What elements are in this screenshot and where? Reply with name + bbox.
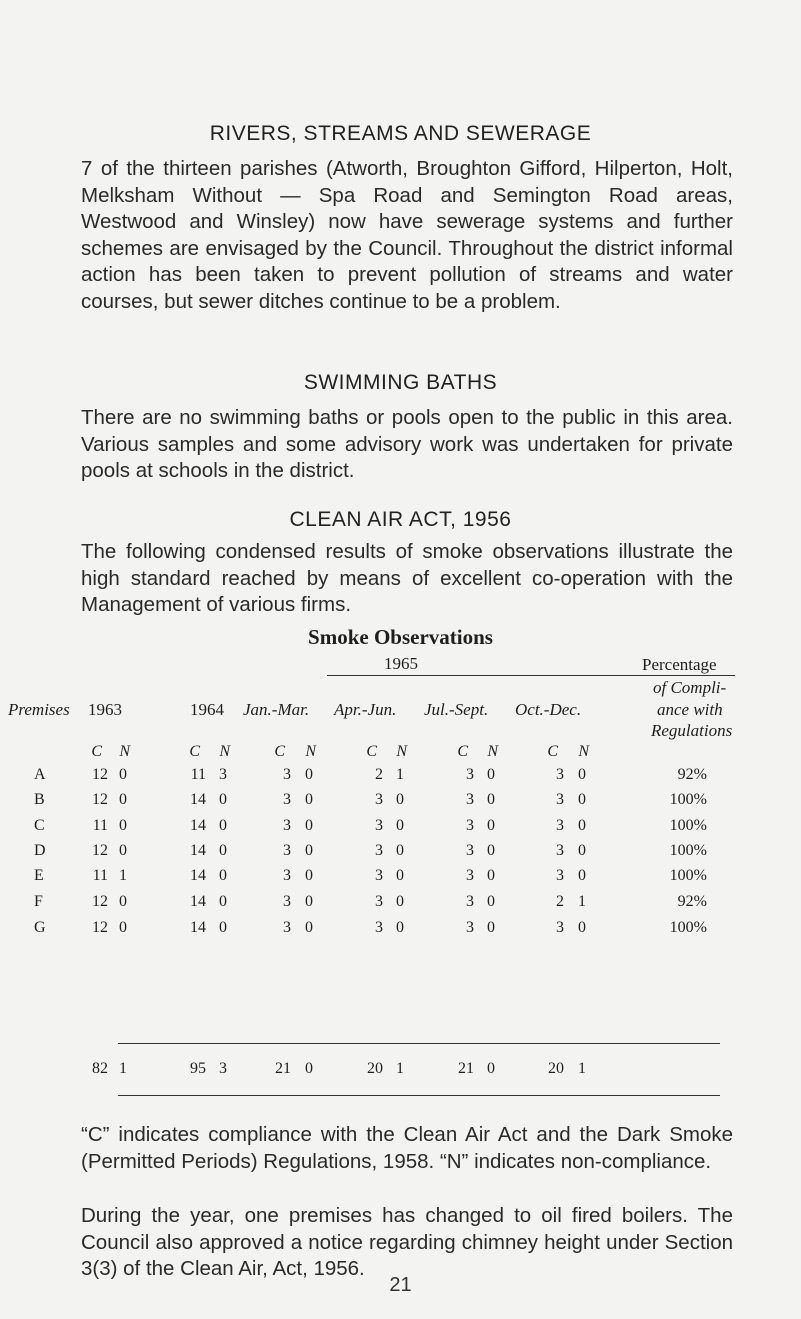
premises-label: C [34,817,45,834]
n-value: 0 [578,817,586,834]
c-value: 3 [375,842,383,859]
n-header-2: N [305,743,316,760]
premises-label: D [34,842,46,859]
n-value: 0 [396,791,404,808]
n-value: 0 [219,919,227,936]
compliance-percentage: 100% [669,791,707,808]
n-value: 0 [219,791,227,808]
total-n-value: 0 [305,1060,313,1077]
c-value: 14 [190,842,206,859]
n-value: 0 [487,919,495,936]
pct-header-line-2: of Compli- [653,678,727,697]
premises-label: E [34,867,44,884]
c-header-2: C [274,743,285,760]
c-value: 11 [92,867,108,884]
swimming-paragraph: There are no swimming baths or pools open to the public in this area. Various samples and some advisory work was undertaken for private pools at schools in the district. [81,406,733,482]
n-value: 0 [219,817,227,834]
premises-label: B [34,791,45,808]
c-value: 3 [283,791,291,808]
pct-header-line-4: Regulations [651,721,733,740]
n-value: 0 [305,766,313,783]
c-value: 3 [283,842,291,859]
c-header-5: C [547,743,558,760]
c-value: 3 [375,919,383,936]
total-c-value: 21 [458,1060,474,1077]
c-value: 3 [556,766,564,783]
c-value: 3 [283,919,291,936]
n-value: 0 [119,919,127,936]
c-value: 3 [466,817,474,834]
n-value: 0 [119,893,127,910]
compliance-percentage: 100% [669,817,707,834]
c-value: 3 [466,893,474,910]
pct-header-line-3: ance with [657,700,723,719]
n-value: 0 [396,893,404,910]
table-title: Smoke Observations [308,625,493,649]
c-header-0: C [91,743,102,760]
totals-top-rule [118,1043,720,1044]
n-value: 0 [487,817,495,834]
c-value: 3 [375,791,383,808]
compliance-percentage: 92% [677,766,707,783]
c-value: 12 [92,919,108,936]
c-value: 3 [283,867,291,884]
n-value: 0 [305,842,313,859]
c-value: 14 [190,867,206,884]
col-1964: 1964 [190,700,224,719]
n-value: 0 [305,867,313,884]
n-value: 0 [119,817,127,834]
premises-label: A [34,766,46,783]
c-value: 12 [92,842,108,859]
col-jan-mar: Jan.-Mar. [243,700,310,719]
clean-air-paragraph: The following condensed results of smoke observations illustrate the high standard reached by means of excellent co-operation with the Management of various firms. [81,540,733,616]
c-value: 3 [375,867,383,884]
totals-bottom-rule [118,1095,720,1096]
c-value: 12 [92,893,108,910]
c-header-1: C [189,743,200,760]
c-header-3: C [366,743,377,760]
c-value: 3 [556,919,564,936]
c-value: 3 [283,893,291,910]
c-value: 3 [556,817,564,834]
total-c-value: 21 [275,1060,291,1077]
total-n-value: 1 [396,1060,404,1077]
compliance-percentage: 100% [669,919,707,936]
n-value: 0 [487,867,495,884]
n-value: 3 [219,766,227,783]
n-header-4: N [487,743,498,760]
col-apr-jun: Apr.-Jun. [334,700,397,719]
premises-label: G [34,919,46,936]
c-value: 14 [190,893,206,910]
c-value: 3 [556,842,564,859]
n-value: 0 [396,817,404,834]
n-header-1: N [219,743,230,760]
n-header-3: N [396,743,407,760]
rivers-paragraph: 7 of the thirteen parishes (Atworth, Broughton Gifford, Hilperton, Holt, Melksham Without — Spa Road and Semington Road areas, Westwood and Winsley) now have sewerage systems and further schemes are envisaged by the Council. Throughout the district informal action has been taken to prevent pollution of streams and water courses, but sewer ditches continue to be a problem. [81,157,733,313]
premises-label: F [34,893,43,910]
n-value: 0 [487,842,495,859]
total-n-value: 1 [119,1060,127,1077]
c-value: 2 [375,766,383,783]
c-value: 11 [190,766,206,783]
c-value: 14 [190,919,206,936]
n-value: 0 [305,817,313,834]
n-value: 0 [119,791,127,808]
table-year: 1965 [384,654,418,673]
rivers-heading: RIVERS, STREAMS AND SEWERAGE [209,122,592,145]
c-value: 3 [283,766,291,783]
c-value: 3 [466,867,474,884]
c-value: 3 [466,791,474,808]
compliance-percentage: 100% [669,867,707,884]
c-value: 14 [190,791,206,808]
c-value: 3 [375,893,383,910]
n-value: 0 [119,842,127,859]
c-value: 3 [466,766,474,783]
c-value: 11 [92,817,108,834]
c-value: 3 [466,842,474,859]
n-value: 0 [487,791,495,808]
n-value: 0 [305,919,313,936]
c-value: 3 [466,919,474,936]
compliance-percentage: 92% [677,893,707,910]
n-value: 0 [396,867,404,884]
c-value: 3 [556,867,564,884]
total-c-value: 20 [367,1060,383,1077]
n-value: 0 [219,867,227,884]
compliance-percentage: 100% [669,842,707,859]
n-value: 0 [305,791,313,808]
col-oct-dec: Oct.-Dec. [515,700,582,719]
n-value: 1 [578,893,586,910]
c-value: 14 [190,817,206,834]
c-value: 3 [556,791,564,808]
n-value: 0 [119,766,127,783]
n-value: 0 [396,919,404,936]
n-value: 1 [119,867,127,884]
swimming-heading: SWIMMING BATHS [303,371,498,394]
total-n-value: 3 [219,1060,227,1077]
n-header-5: N [578,743,589,760]
n-value: 0 [219,842,227,859]
c-value: 12 [92,791,108,808]
n-value: 0 [578,867,586,884]
total-n-value: 0 [487,1060,495,1077]
col-1963: 1963 [88,700,122,719]
page-number: 21 [389,1274,412,1296]
c-value: 12 [92,766,108,783]
n-value: 0 [487,766,495,783]
pct-header-line-1: Percentage [642,655,717,674]
c-value: 2 [556,893,564,910]
total-n-value: 1 [578,1060,586,1077]
n-value: 0 [578,919,586,936]
c-value: 3 [283,817,291,834]
col-premises: Premises [8,700,70,719]
clean-air-heading: CLEAN AIR ACT, 1956 [289,508,512,531]
total-c-value: 82 [92,1060,108,1077]
c-header-4: C [457,743,468,760]
year-span-rule [327,675,735,676]
n-value: 0 [578,791,586,808]
n-header-0: N [119,743,130,760]
n-value: 0 [219,893,227,910]
n-value: 0 [396,842,404,859]
n-value: 0 [578,766,586,783]
c-value: 3 [375,817,383,834]
col-jul-sept: Jul.-Sept. [424,700,489,719]
n-value: 0 [578,842,586,859]
total-c-value: 95 [190,1060,206,1077]
n-value: 1 [396,766,404,783]
total-c-value: 20 [548,1060,564,1077]
n-value: 0 [487,893,495,910]
legend-paragraph: “C” indicates compliance with the Clean Air Act and the Dark Smoke (Permitted Periods) Regulations, 1958. “N” indicates non-compliance. [81,1123,733,1173]
n-value: 0 [305,893,313,910]
boilers-paragraph: During the year, one premises has changed to oil fired boilers. The Council also approved a notice regarding chimney height under Section 3(3) of the Clean Air, Act, 1956. [81,1204,733,1280]
